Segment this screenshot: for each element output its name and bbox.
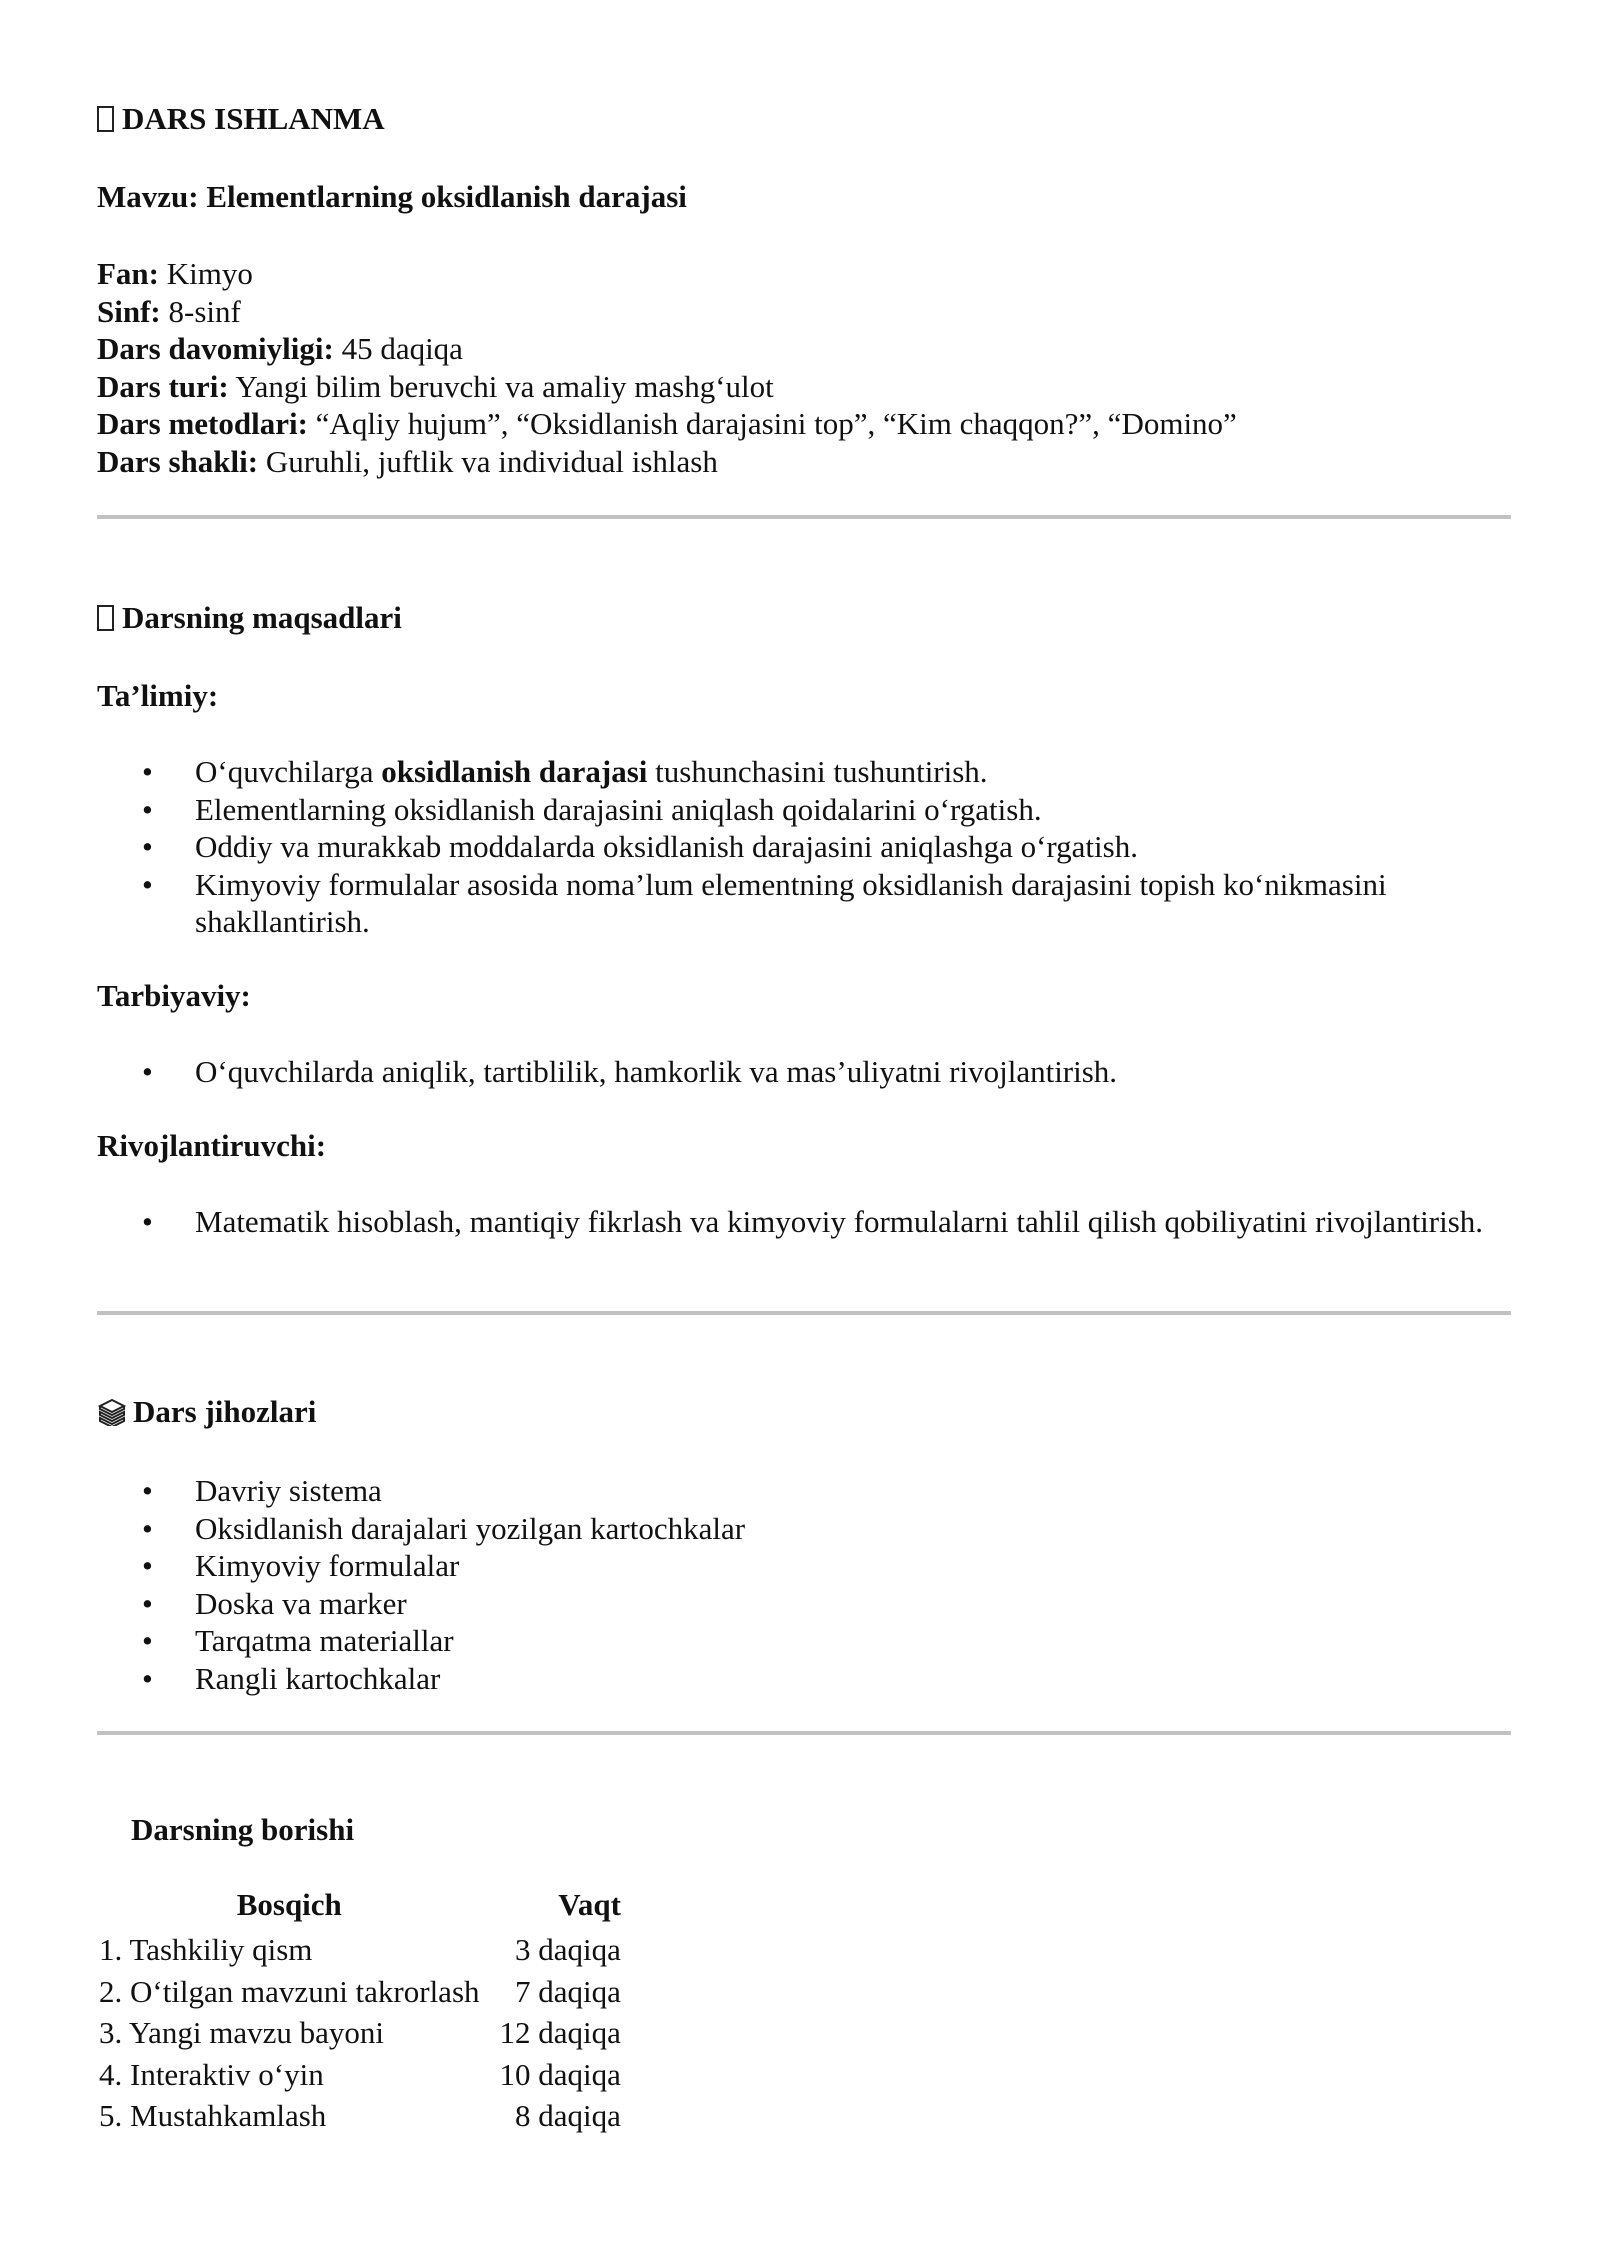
table-row: [97, 1929, 623, 1971]
goals-heading: Darsning maqsadlari: [97, 600, 402, 636]
list-item: • Kimyoviy formulalar: [142, 1548, 460, 1583]
list-item: • Doska va marker: [142, 1585, 407, 1621]
talimiy-heading: Ta’limiy:: [97, 678, 219, 713]
equipment-list: [97, 1472, 1497, 1697]
column-header-time: Vaqt: [558, 1887, 621, 1922]
time-cell: 8 daqiqa: [515, 2098, 621, 2133]
list-item: • Kimyoviy formulalar asosida noma’lum elementning oksidlanish darajasini topish ko‘nikmasini shakllantirish.: [142, 866, 1387, 939]
table-row: [97, 2054, 623, 2096]
progress-heading: Darsning borishi: [131, 1812, 355, 1847]
divider: [97, 1731, 1511, 1735]
meta-type: Dars turi: Yangi bilim beruvchi va amaliy mashg‘ulot: [97, 368, 774, 404]
table-header-row: [97, 1887, 623, 1929]
books-icon: [97, 1398, 127, 1426]
rivojlantiruvchi-list: [97, 1203, 1497, 1241]
meta-grade: Sinf: 8-sinf: [97, 293, 241, 329]
step-cell: 1. Tashkiliy qism: [99, 1932, 313, 1967]
progress-table: [97, 1887, 623, 2137]
time-cell: 3 daqiqa: [515, 1932, 621, 1967]
meta-form: Dars shakli: Guruhli, juftlik va individual ishlash: [97, 443, 718, 479]
lesson-topic: Mavzu: Elementlarning oksidlanish darajasi: [97, 179, 687, 214]
step-cell: 2. O‘tilgan mavzuni takrorlash: [99, 1973, 480, 2009]
time-cell: 12 daqiqa: [499, 2015, 621, 2050]
rivojlantiruvchi-heading: Rivojlantiruvchi:: [97, 1128, 327, 1163]
list-item: • Oksidlanish darajalari yozilgan kartochkalar: [142, 1510, 746, 1546]
list-item: • Matematik hisoblash, mantiqiy fikrlash va kimyoviy formulalarni tahlil qilish qobiliyatini rivojlantirish.: [142, 1204, 1484, 1239]
column-header-step: Bosqich: [236, 1887, 342, 1922]
list-item: • O‘quvchilarga oksidlanish darajasi tushunchasini tushuntirish.: [142, 754, 988, 789]
meta-methods: Dars metodlari: “Aqliy hujum”, “Oksidlanish darajasini top”, “Kim chaqqon?”, “Domino”: [97, 406, 1237, 441]
divider: [97, 515, 1511, 519]
list-item: • Davriy sistema: [142, 1473, 382, 1508]
talimiy-list: [97, 753, 1497, 941]
missing-glyph-icon: [97, 605, 114, 631]
list-item: • Tarqatma materiallar: [142, 1623, 454, 1658]
equipment-heading: Dars jihozlari: [97, 1394, 316, 1430]
table-row: [97, 2012, 623, 2054]
missing-glyph-icon: [97, 106, 114, 132]
table-row: [97, 2095, 623, 2137]
meta-duration: Dars davomiyligi: 45 daqiqa: [97, 331, 463, 366]
document-title: DARS ISHLANMA: [97, 101, 385, 137]
list-item: • Elementlarning oksidlanish darajasini aniqlash qoidalarini o‘rgatish.: [142, 791, 1042, 827]
tarbiyaviy-heading: Tarbiyaviy:: [97, 978, 251, 1013]
time-cell: 10 daqiqa: [499, 2056, 621, 2092]
time-cell: 7 daqiqa: [515, 1973, 621, 2009]
list-item: • Oddiy va murakkab moddalarda oksidlanish darajasini aniqlashga o‘rgatish.: [142, 829, 1138, 864]
list-item: • O‘quvchilarda aniqlik, tartiblilik, hamkorlik va mas’uliyatni rivojlantirish.: [142, 1054, 1118, 1089]
meta-subject: Fan: Kimyo: [97, 256, 253, 291]
divider: [97, 1311, 1511, 1315]
table-row: [97, 1971, 623, 2013]
list-item: • Rangli kartochkalar: [142, 1660, 441, 1696]
tarbiyaviy-list: [97, 1053, 1497, 1091]
step-cell: 4. Interaktiv o‘yin: [99, 2056, 324, 2092]
step-cell: 3. Yangi mavzu bayoni: [99, 2015, 385, 2050]
step-cell: 5. Mustahkamlash: [99, 2098, 327, 2133]
meta-block: [97, 255, 1237, 480]
